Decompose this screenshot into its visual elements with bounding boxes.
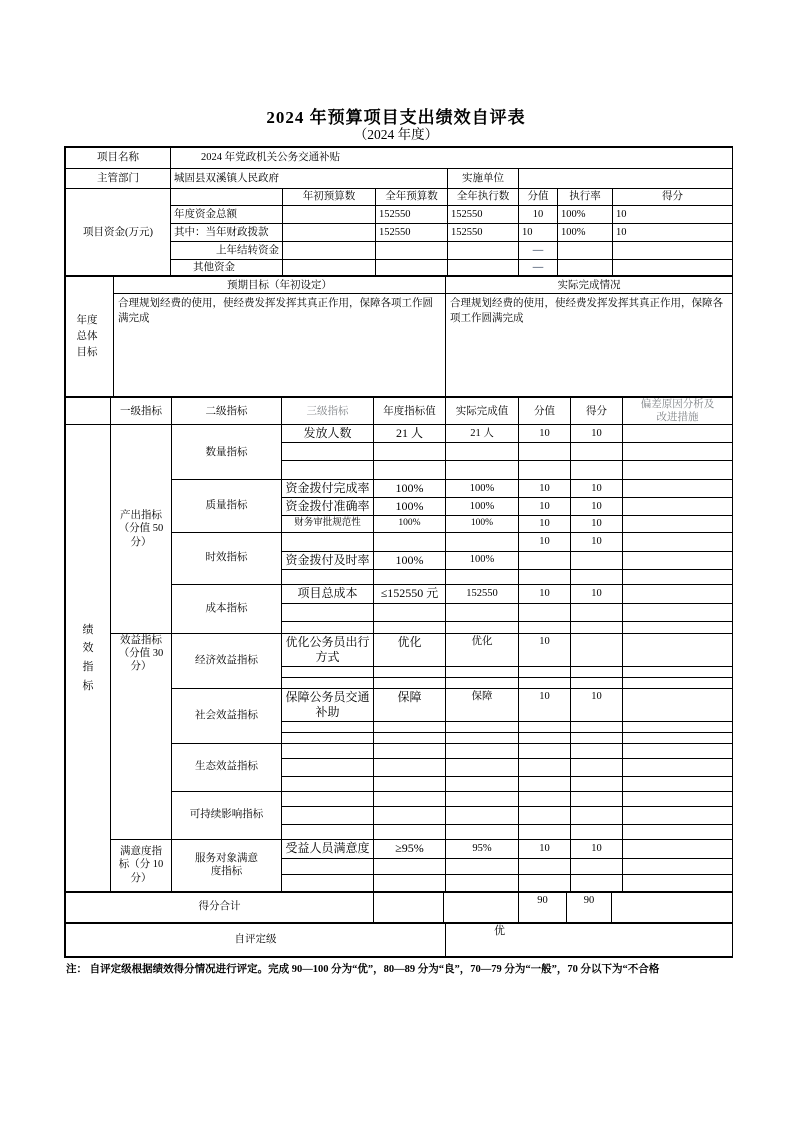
score-value-cell: 10 (519, 839, 571, 858)
header-score: 得分 (571, 398, 623, 425)
expected-goal-text: 合理规划经费的使用，使经费发挥发挥其真正作用，保障各项工作圆满完成 (114, 294, 446, 397)
implementing-unit-value (519, 169, 733, 189)
level3-cell: 资金拨付及时率 (282, 551, 374, 569)
score-value-cell: 10 (519, 688, 571, 721)
level2-cost: 成本指标 (172, 584, 282, 633)
actual-cell: 100% (446, 551, 519, 569)
target-cell: ≥95% (374, 839, 446, 858)
deviation-cell (623, 532, 733, 551)
funds-row-label: 上年结转资金 (171, 242, 283, 260)
level3-cell: 优化公务员出行方式 (282, 633, 374, 666)
actual-result-header: 实际完成情况 (446, 277, 733, 294)
level3-cell: 资金拨付完成率 (282, 480, 374, 498)
funds-exec: 152550 (448, 206, 519, 224)
score-cell: 10 (571, 688, 623, 721)
score-value-cell: 10 (519, 584, 571, 603)
header-target: 年度指标值 (374, 398, 446, 425)
level1-benefit: 效益指标（分值 30 分） (111, 633, 172, 839)
col-header-exec-rate: 执行率 (558, 189, 613, 206)
header-level3: 三级指标 (282, 398, 374, 425)
level2-service: 服务对象满意度指标 (172, 839, 282, 891)
level2-ecological: 生态效益指标 (172, 743, 282, 791)
score-value-cell: 10 (519, 633, 571, 666)
col-header-score: 得分 (613, 189, 733, 206)
annual-goal-table (65, 276, 733, 397)
performance-indicators-label: 绩效指标 (66, 425, 111, 891)
actual-cell: 保障 (446, 688, 519, 721)
deviation-cell (623, 839, 733, 858)
indicator-row (66, 839, 733, 858)
project-funds-label: 项目资金(万元) (66, 189, 171, 276)
indicators-table (65, 397, 733, 891)
self-rating-label: 自评定级 (66, 923, 446, 956)
page-subtitle: （2024 年度） (353, 127, 439, 142)
main-table (64, 146, 733, 958)
project-info-table (65, 147, 733, 276)
funds-score-value: 10 (519, 206, 558, 224)
dash-placeholder: — (519, 260, 558, 276)
deviation-cell (623, 516, 733, 532)
col-header-year-budget: 全年预算数 (376, 189, 448, 206)
self-rating-table (65, 923, 733, 957)
deviation-cell (623, 480, 733, 498)
annual-goal-label: 年度总体目标 (66, 277, 114, 397)
funds-budget: 152550 (376, 206, 448, 224)
project-name-label: 项目名称 (66, 148, 171, 169)
funds-exec: 152550 (448, 224, 519, 242)
funds-score: 10 (613, 224, 733, 242)
total-score-value: 90 (519, 892, 567, 922)
header-level1: 一级指标 (111, 398, 172, 425)
funds-row-label: 年度资金总额 (171, 206, 283, 224)
header-score-value: 分值 (519, 398, 571, 425)
level1-output: 产出指标（分值 50 分） (111, 425, 172, 633)
target-cell: 保障 (374, 688, 446, 721)
level2-timeliness: 时效指标 (172, 532, 282, 584)
funds-budget: 152550 (376, 224, 448, 242)
indicator-row (66, 633, 733, 666)
score-cell: 10 (571, 498, 623, 516)
target-cell: 100% (374, 516, 446, 532)
level1-satisfaction: 满意度指标（分 10 分） (111, 839, 172, 891)
target-cell: 100% (374, 480, 446, 498)
target-cell: 100% (374, 498, 446, 516)
level2-quantity: 数量指标 (172, 425, 282, 480)
indicator-row (66, 425, 733, 443)
actual-cell: 95% (446, 839, 519, 858)
target-cell: 21 人 (374, 425, 446, 443)
department-value: 城固县双溪镇人民政府 (171, 169, 448, 189)
actual-cell: 优化 (446, 633, 519, 666)
funds-score: 10 (613, 206, 733, 224)
total-score-label: 得分合计 (66, 892, 374, 922)
footnote: 注： 自评定级根据绩效得分情况进行评定。完成 90—100 分为“优”，80—89 分为“良”，70—79 分为“一般”，70 分以下为“不合格 (66, 963, 660, 975)
level3-cell: 受益人员满意度 (282, 839, 374, 858)
actual-cell: 152550 (446, 584, 519, 603)
self-rating-value: 优 (446, 923, 733, 956)
col-header-year-exec: 全年执行数 (448, 189, 519, 206)
deviation-cell (623, 633, 733, 666)
actual-cell: 100% (446, 480, 519, 498)
funds-row-label: 其中：当年财政拨款 (171, 224, 283, 242)
deviation-cell (623, 584, 733, 603)
level3-cell: 财务审批规范性 (282, 516, 374, 532)
total-score: 90 (567, 892, 612, 922)
actual-result-text: 合理规划经费的使用，使经费发挥发挥其真正作用，保障各项工作圆满完成 (446, 294, 733, 397)
score-value-cell: 10 (519, 425, 571, 443)
score-cell: 10 (571, 516, 623, 532)
col-header-begin-budget: 年初预算数 (283, 189, 376, 206)
score-value-cell: 10 (519, 532, 571, 551)
total-score-table (65, 892, 733, 923)
level2-economic: 经济效益指标 (172, 633, 282, 688)
header-deviation: 偏差原因分析及改进措施 (623, 398, 733, 425)
score-value-cell: 10 (519, 498, 571, 516)
deviation-cell (623, 498, 733, 516)
actual-cell: 100% (446, 516, 519, 532)
funds-exec-rate: 100% (558, 224, 613, 242)
level3-cell: 项目总成本 (282, 584, 374, 603)
level3-cell: 保障公务员交通补助 (282, 688, 374, 721)
score-value-cell: 10 (519, 480, 571, 498)
score-cell: 10 (571, 532, 623, 551)
department-label: 主管部门 (66, 169, 171, 189)
level3-cell: 资金拨付准确率 (282, 498, 374, 516)
level2-quality: 质量指标 (172, 480, 282, 532)
actual-cell: 100% (446, 498, 519, 516)
score-cell: 10 (571, 584, 623, 603)
funds-score-value: 10 (519, 224, 558, 242)
page-title: 2024 年预算项目支出绩效自评表 (266, 108, 526, 127)
funds-exec-rate: 100% (558, 206, 613, 224)
score-value-cell: 10 (519, 516, 571, 532)
score-cell: 10 (571, 480, 623, 498)
deviation-cell (623, 688, 733, 721)
project-name-value: 2024 年党政机关公务交通补贴 (171, 148, 733, 169)
col-header-score-value: 分值 (519, 189, 558, 206)
funds-row-label: 其他资金 (171, 260, 283, 276)
level3-cell: 发放人数 (282, 425, 374, 443)
level2-sustainable: 可持续影响指标 (172, 791, 282, 839)
level2-social: 社会效益指标 (172, 688, 282, 743)
header-actual: 实际完成值 (446, 398, 519, 425)
actual-cell: 21 人 (446, 425, 519, 443)
expected-goal-header: 预期目标（年初设定） (114, 277, 446, 294)
target-cell: 优化 (374, 633, 446, 666)
deviation-cell (623, 425, 733, 443)
target-cell: 100% (374, 551, 446, 569)
header-level2: 二级指标 (172, 398, 282, 425)
implementing-unit-label: 实施单位 (448, 169, 519, 189)
score-cell: 10 (571, 839, 623, 858)
target-cell: ≤152550 元 (374, 584, 446, 603)
dash-placeholder: — (519, 242, 558, 260)
deviation-cell (623, 551, 733, 569)
score-cell: 10 (571, 425, 623, 443)
